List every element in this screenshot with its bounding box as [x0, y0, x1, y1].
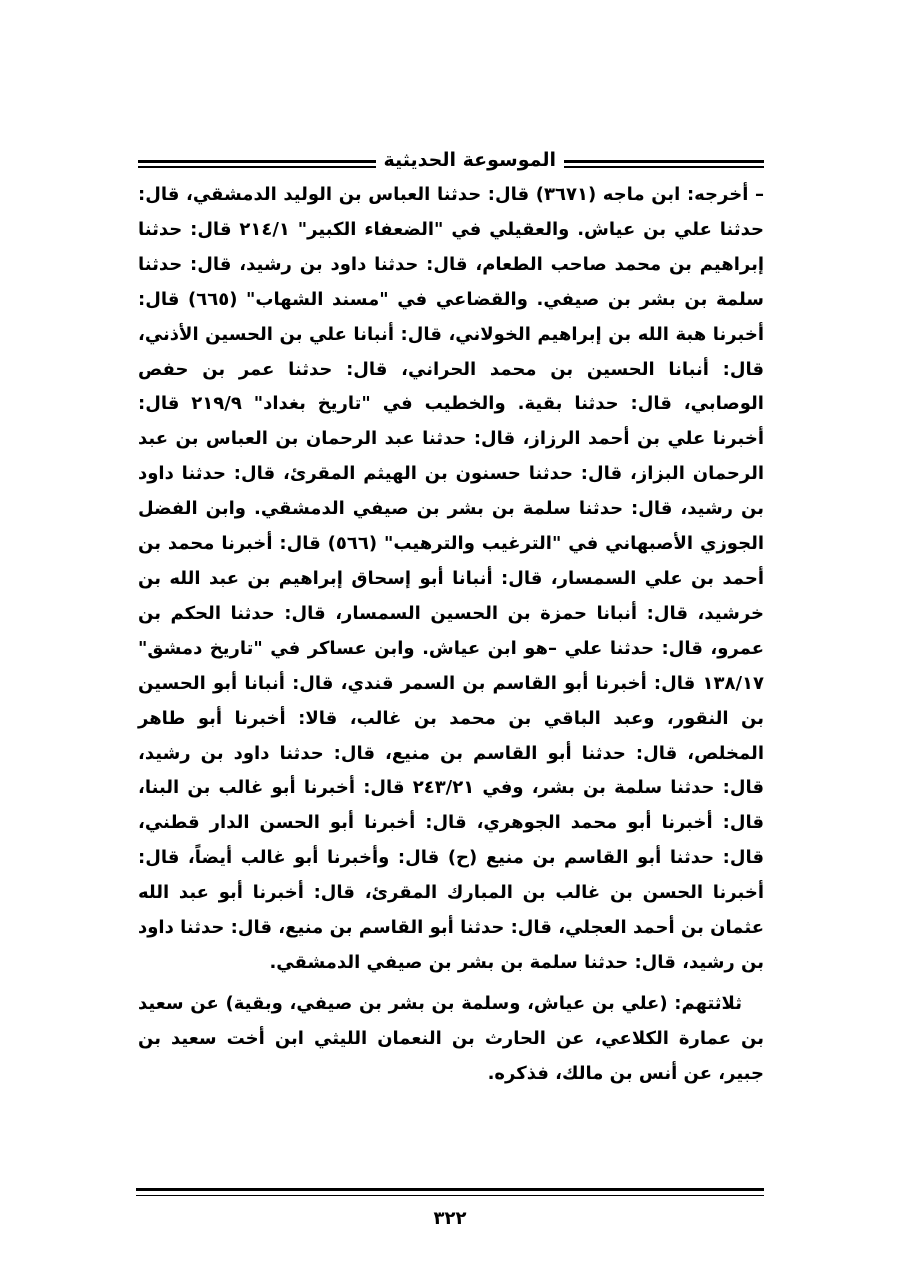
header-short-rule-top — [138, 160, 188, 163]
summary-paragraph: ثلاثتهم: (علي بن عياش، وسلمة بن بشر بن صيفي، وبقية) عن سعيد بن عمارة الكلاعي، عن الحارث بن النعمان الليثي ابن أخت سعيد بن جبير، عن أنس بن مالك، فذكره. — [138, 992, 764, 1084]
takhrij-paragraph: – أخرجه: ابن ماجه (٣٦٧١) قال: حدثنا العباس بن الوليد الدمشقي، قال: حدثنا علي بن عياش. والعقيلي في "الضعفاء الكبير" ٢١٤/١ قال: حدثنا إبراهيم بن محمد صاحب الطعام، قال: حدثنا داود بن رشيد، قال: حدثنا سلمة بن بشر بن صيفي. والقضاعي في "مسند الشهاب" (٦٦٥) قال: أخبرنا هبة الله بن إبراهيم الخولاني، قال: أنبانا علي بن الحسين الأذني، قال: أنبانا الحسين بن محمد الحراني، قال: حدثنا عمر بن حفص الوصابي، قال: حدثنا بقية. والخطيب في "تاريخ بغداد" ٢١٩/٩ قال: أخبرنا علي بن أحمد الرزاز، قال: حدثنا عبد الرحمان بن العباس بن عبد الرحمان البزاز، قال: حدثنا حسنون بن الهيثم المقرئ، قال: حدثنا داود بن رشيد، قال: حدثنا سلمة بن بشر بن صيفي الدمشقي. وابن الفضل الجوزي الأصبهاني في "الترغيب والترهيب" (٥٦٦) قال: أخبرنا محمد بن أحمد بن علي السمسار، قال: أنبانا أبو إسحاق إبراهيم بن عبد الله بن خرشيد، قال: أنبانا حمزة بن الحسين السمسار، قال: حدثنا الحكم بن عمرو، قال: حدثنا علي –هو ابن عياش. وابن عساكر في "تاريخ دمشق" ١٣٨/١٧ قال: أخبرنا أبو القاسم بن السمر قندي، قال: أنبانا أبو الحسين بن النقور، وعبد الباقي بن محمد بن غالب، قالا: أخبرنا أبو طاهر المخلص، قال: حدثنا أبو القاسم بن منيع، قال: حدثنا داود بن رشيد، قال: حدثنا سلمة بن بشر، وفي ٢٤٣/٢١ قال: أخبرنا أبو غالب بن البنا، قال: أخبرنا أبو محمد الجوهري، قال: أخبرنا أبو الحسن الدار قطني، قال: حدثنا أبو القاسم بن منيع (ح) قال: وأخبرنا أبو غالب أيضاً، قال: أخبرنا الحسن بن غالب بن المبارك المقرئ، قال: أخبرنا أبو عبد الله عثمان بن أحمد العجلي، قال: حدثنا أبو القاسم بن منيع، قال: حدثنا داود بن رشيد، قال: حدثنا سلمة بن بشر بن صيفي الدمشقي. — [138, 184, 764, 973]
page-number: ٣٢٢ — [433, 1208, 467, 1229]
running-header-title: الموسوعة الحديثية — [376, 148, 565, 172]
footer-rule-top — [136, 1188, 764, 1191]
page-header — [138, 148, 764, 176]
main-text — [138, 178, 764, 1092]
header-short-rule-bottom — [138, 166, 188, 168]
footer-rule-bottom — [136, 1195, 764, 1196]
